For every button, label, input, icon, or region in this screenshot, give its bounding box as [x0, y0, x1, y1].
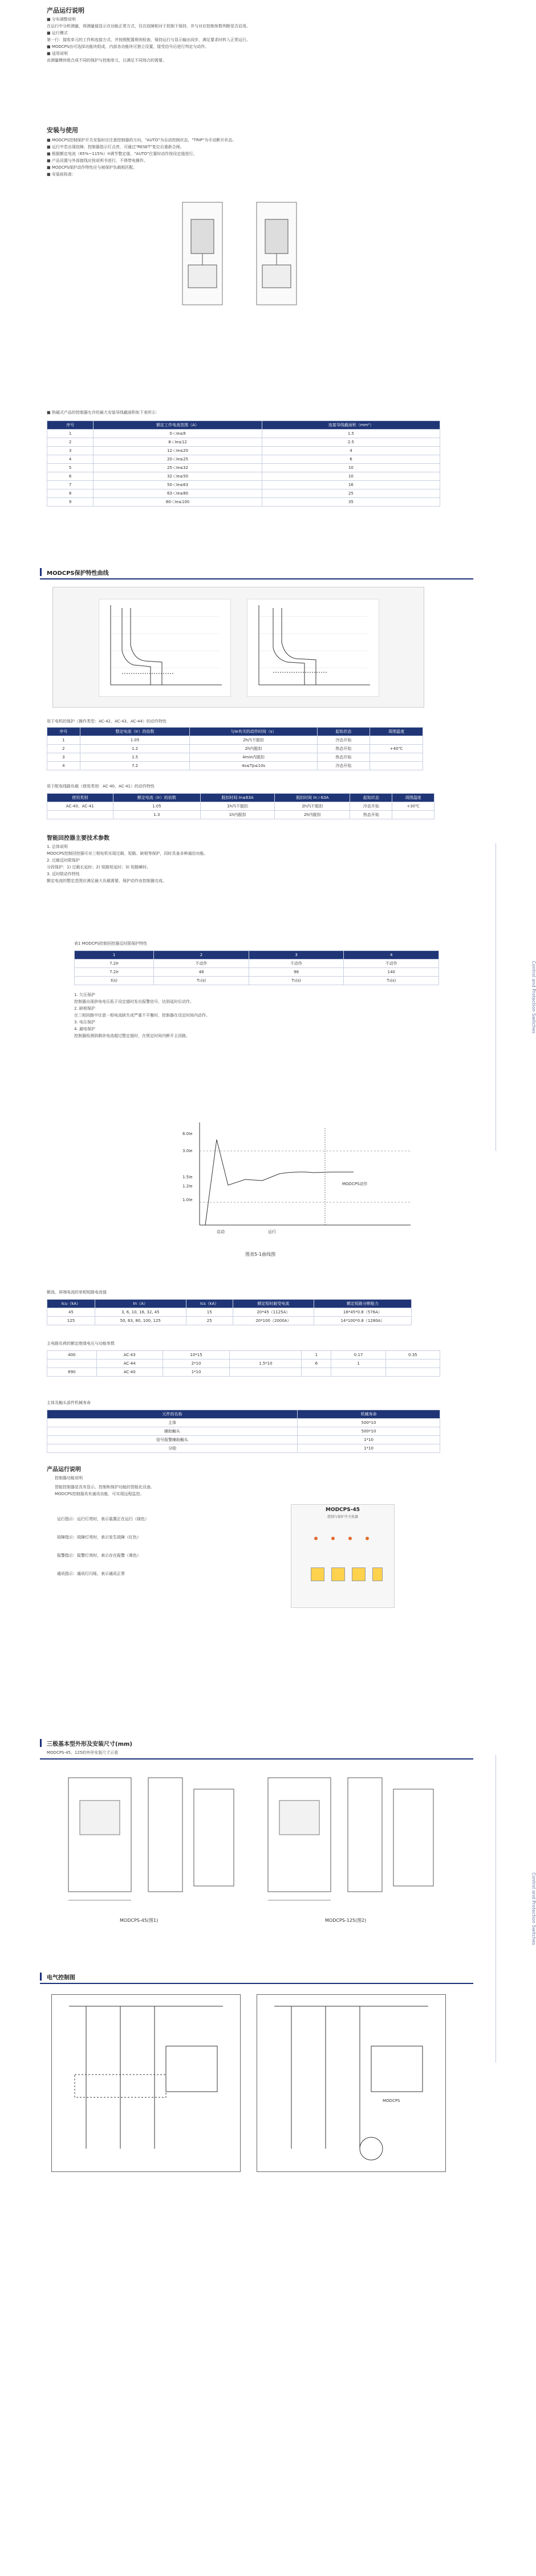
note-line: 4. 漏电保护	[74, 1027, 95, 1031]
table-cell: 2h内脱扣	[190, 745, 317, 753]
section1-title: 产品运行说明	[47, 7, 84, 14]
protection-curve-left	[99, 599, 231, 697]
device-title: MODCPS-45	[325, 1507, 360, 1513]
table-cell: 5	[47, 464, 94, 472]
indicator-annotation: 报警指示：报警灯亮时，表示存在报警（黄色）	[57, 1553, 141, 1558]
table-cell	[302, 1368, 331, 1377]
table-cell: 1.05	[113, 802, 200, 811]
section6-title: 产品运行说明	[47, 1467, 81, 1473]
table-cell: T₂(s)	[249, 977, 344, 985]
install-diagram-b	[245, 197, 308, 311]
table-row	[47, 1351, 440, 1360]
table-cell: 不动作	[154, 960, 249, 968]
table-cell: AC-44	[96, 1360, 163, 1368]
table-cell: 3, 6, 10, 16, 32, 45	[95, 1308, 186, 1317]
body-line: ■ 适用说明	[47, 51, 68, 56]
section7-title: 三极基本型外形及安装尺寸(mm)	[47, 1741, 132, 1748]
dimension-drawing-1	[57, 1766, 245, 1909]
table-cell: AC-40、AC-41	[47, 802, 113, 811]
protection-curve-right	[247, 599, 379, 697]
section-divider	[40, 1983, 473, 1984]
section-divider	[40, 1758, 473, 1759]
motor-protection-table	[47, 727, 423, 770]
short-circuit-table	[47, 1299, 412, 1325]
table-cell	[331, 1368, 385, 1377]
table-cell: 4	[47, 455, 94, 464]
table-cell: 80＜Ie≤100	[94, 498, 262, 507]
table-cell: 4	[47, 762, 80, 770]
dim-caption-2: MODCPS-125(图2)	[325, 1918, 367, 1923]
table-row	[47, 762, 423, 770]
table-cell: 热态开始	[317, 753, 370, 762]
curve-label: 1.0Ie	[182, 1198, 193, 1202]
body-line: ■ MODCPS保护动作特性应与被保护负载相匹配。	[47, 165, 137, 170]
table-header: 周围温度	[370, 728, 423, 736]
table-cell	[47, 811, 113, 819]
body-line: ■ 根据额定电流（65%~115%）Ir调节整定值，"AUTO"位置时动作按设定值进行。	[47, 152, 197, 156]
curve-label: 1.5Ie	[182, 1175, 193, 1179]
table-cell: 8	[47, 489, 94, 498]
table-cell: 1.2	[80, 745, 190, 753]
section4-body	[47, 843, 440, 884]
table-cell: 2	[47, 438, 94, 447]
table-cell: 15	[186, 1308, 233, 1317]
table-cell: 25	[186, 1317, 233, 1325]
table-cell	[370, 753, 423, 762]
table-cell	[47, 1360, 97, 1368]
table-row	[47, 430, 440, 438]
table-header: 额定短时耐受电流	[233, 1300, 314, 1308]
table-header: 元件的名称	[47, 1410, 298, 1419]
section5-t2-title: 主电路负荷的额定绝缘电压与功能参数	[47, 1341, 115, 1346]
table-cell	[370, 736, 423, 745]
table-cell: 分励	[47, 1444, 298, 1453]
table-row	[75, 960, 439, 968]
table-cell: 3	[47, 447, 94, 455]
table-cell: 125	[47, 1317, 95, 1325]
table-cell: 1.5*10	[230, 1360, 302, 1368]
table-row	[47, 1436, 440, 1444]
table-cell: 50, 63, 80, 100, 125	[95, 1317, 186, 1325]
table-header: In（A）	[95, 1300, 186, 1308]
side-tab-2	[496, 1755, 536, 2063]
table-row	[47, 1427, 440, 1436]
table-header: 整定电流（Ir）的倍数	[80, 728, 190, 736]
device-button[interactable]	[352, 1567, 366, 1581]
section-divider	[40, 578, 473, 579]
wire-size-table	[47, 421, 440, 507]
body-line: 第一行：接收单元的工作和连接方式，并按照配置规则检查，保持运行与显示输出同步，满足要求时转入正常运行。	[47, 38, 250, 42]
note-line: 2. 缺相保护	[74, 1006, 95, 1011]
table-cell: 2.5	[262, 438, 440, 447]
mech-life-table	[47, 1410, 440, 1453]
table-row	[47, 489, 440, 498]
body-line: ■ MODCPS控制保护开关安装时应注意控制器的方向，"AUTO"为自动控制状态，"TRIP"为手动断开状态。	[47, 138, 237, 142]
indicator-annotation: 运行指示：运行灯亮时，表示装置正在运行（绿色）	[57, 1517, 149, 1521]
table-cell: 9	[47, 498, 94, 507]
section1-body	[47, 16, 440, 64]
table-header: 周围温度	[392, 794, 435, 802]
indicator-led	[366, 1537, 369, 1540]
table-cell: 500*10	[298, 1419, 440, 1427]
table-a-title: 用于电机的保护（操作类型：AC-42、AC-43、AC-44）的动作特性	[47, 719, 167, 724]
table-cell	[385, 1360, 440, 1368]
table-cell: 冷态开始	[350, 802, 392, 811]
body-line: ■ 运行中若出现故障，控制器指示灯点亮，可通过"RESET"复位后重新合闸。	[47, 145, 184, 149]
section3-title: MODCPS保护特性曲线	[47, 570, 109, 577]
body-line: ■ MODCPS由可选择功能块组成，内部各功能块可独立设置，接受信号后进行判定与动作。	[47, 44, 209, 49]
table-row	[47, 498, 440, 507]
table-cell: 96	[249, 968, 344, 977]
function-param-table	[47, 1350, 440, 1377]
dimension-drawing-1-svg	[57, 1766, 245, 1909]
table-cell: 0.35	[385, 1351, 440, 1360]
section2-body	[47, 137, 440, 178]
table-cell: 20*100（2000A）	[233, 1317, 314, 1325]
table-row	[47, 1360, 440, 1368]
table-cell: 2*10	[163, 1360, 229, 1368]
table-header: 使用类别	[47, 794, 113, 802]
table-cell: 20*45（1125A）	[233, 1308, 314, 1317]
curve-label: 3.0Ie	[182, 1149, 193, 1153]
table-header: 4	[344, 951, 439, 960]
indicator-led	[348, 1537, 352, 1540]
table-cell: 冷态开始	[317, 736, 370, 745]
table-cell: 25＜Ie≤32	[94, 464, 262, 472]
note-line: 在三相回路中任意一相电流缺失或严重不平衡时，控制器在设定时间内动作。	[74, 1013, 210, 1018]
section6-sub: 控制器功能说明	[55, 1476, 83, 1480]
table-cell: 热态开始	[350, 811, 392, 819]
device-button[interactable]	[372, 1567, 383, 1581]
device-button[interactable]	[331, 1567, 345, 1581]
body-line: 1. 总体说明	[47, 844, 68, 849]
inverse-time-table-body	[75, 960, 439, 985]
table-row	[47, 464, 440, 472]
table-cell: 12＜Ie≤20	[94, 447, 262, 455]
table-header: 额定电流（Ir）的倍数	[113, 794, 200, 802]
table-cell: 25	[262, 489, 440, 498]
table-cell: 1.5	[80, 753, 190, 762]
section2-title: 安装与使用	[47, 126, 78, 134]
table-cell: 48	[154, 968, 249, 977]
current-curve	[182, 1117, 422, 1248]
table-cell: 0＜Ie≤8	[94, 430, 262, 438]
curve-caption: 图表5-1曲线图	[245, 1252, 276, 1257]
side-tab-label: Control and Protection Switches	[531, 961, 536, 1034]
section4-title: 智能回控器主要技术参数	[47, 835, 109, 842]
table-cell: 2h内不脱扣	[275, 802, 350, 811]
note-line: 控制器出现供电电压低于设定值时发出报警信号，达到延时后动作。	[74, 999, 194, 1004]
table-cell: 0.17	[331, 1351, 385, 1360]
section7-sub: MODCPS-45、125的外形安装尺寸示意	[47, 1750, 119, 1755]
curve-label: MODCPS动作	[342, 1182, 368, 1186]
table-cell: 400	[47, 1351, 97, 1360]
section-accent-bar	[40, 1739, 42, 1747]
table-cell: 不动作	[249, 960, 344, 968]
table-cell	[370, 762, 423, 770]
curve-label: 6.0Ie	[182, 1132, 193, 1136]
table-cell: 10	[262, 464, 440, 472]
table-cell: 辅助触头	[47, 1427, 298, 1436]
distribution-table-body	[47, 802, 435, 819]
device-subtitle: 控制与保护开关电器	[327, 1515, 358, 1519]
table-cell: 1h内脱扣	[200, 811, 274, 819]
table-cell: 4	[262, 447, 440, 455]
table-cell: 20＜Ie≤25	[94, 455, 262, 464]
table-cell: 8＜Ie≤12	[94, 438, 262, 447]
section5-t1-title: 额流、屏端电流的单相短路电流值	[47, 1290, 107, 1295]
table-header: 1	[75, 951, 154, 960]
table-cell: 3	[47, 753, 80, 762]
body-line: 额定电流的整定范围应满足最大负载需要，保护动作由控制器完成。	[47, 879, 167, 883]
table-row	[47, 1419, 440, 1427]
table-row	[47, 455, 440, 464]
table-cell: 140	[344, 968, 439, 977]
table-cell: 热态开始	[317, 745, 370, 753]
indicator-annotations	[57, 1516, 165, 1577]
inverse-table-title: 表1 MODCPS控制回控器反时限保护特性	[74, 941, 148, 946]
table-cell: 1	[302, 1351, 331, 1360]
body-line: 智能控制器是具有显示、控制和保护功能的智能化设备。	[55, 1485, 155, 1489]
table-cell	[392, 811, 435, 819]
table-cell: 500*10	[298, 1427, 440, 1436]
indicator-led	[314, 1537, 318, 1540]
table-header: 3	[249, 951, 344, 960]
table-cell: 63＜Ie≤80	[94, 489, 262, 498]
table-cell	[230, 1368, 302, 1377]
table-cell: 1.3	[113, 811, 200, 819]
curve-label: 运行	[268, 1230, 276, 1234]
table-cell: 1*10	[298, 1436, 440, 1444]
wiring-diagram-1	[51, 1994, 241, 2172]
table-cell: 10	[262, 472, 440, 481]
table-header: 连接导线截面积（mm²）	[262, 421, 440, 430]
table-row	[75, 977, 439, 985]
table-cell: 6	[262, 455, 440, 464]
table-header: 起始状态	[350, 794, 392, 802]
dimension-drawing-2	[257, 1766, 445, 1909]
table-row	[47, 438, 440, 447]
table-row	[75, 968, 439, 977]
table-row	[47, 447, 440, 455]
body-line: MODCPS控制回控器可对三相电机实现过载、短路、缺相等保护，同时具备多种通信功能。	[47, 851, 208, 856]
table-cell: 不动作	[344, 960, 439, 968]
table-cell: AC-40	[96, 1368, 163, 1377]
wiring-diagram-1-svg	[52, 1995, 240, 2171]
table-row	[47, 745, 423, 753]
table-cell: 1.05	[80, 736, 190, 745]
table-cell: 1*10	[298, 1444, 440, 1453]
body-line: ■ 运行模式	[47, 31, 68, 35]
section-accent-bar	[40, 568, 42, 576]
body-line: 2. 过载反时限保护	[47, 858, 80, 863]
install-diagram-a	[171, 197, 234, 311]
side-tab-label: Control and Protection Switches	[531, 1872, 536, 1945]
table-cell: 冷态开始	[317, 762, 370, 770]
device-button[interactable]	[311, 1567, 324, 1581]
curve-label: 1.2Ie	[182, 1184, 193, 1189]
table-cell	[230, 1351, 302, 1360]
table-cell: +30℃	[392, 802, 435, 811]
curve-left-svg	[99, 599, 230, 696]
table-row	[47, 811, 435, 819]
dim-caption-1: MODCPS-45(图1)	[120, 1918, 159, 1923]
table-cell: 信号报警辅助触头	[47, 1436, 298, 1444]
table-header: 序号	[47, 728, 80, 736]
table-header: 起始状态	[317, 728, 370, 736]
table-row	[47, 753, 423, 762]
table-cell: +40℃	[370, 745, 423, 753]
body-line: 分段保护：1) 过载长延时；2) 短路短延时；3) 短路瞬时。	[47, 865, 151, 869]
table1-note: ■ 热磁式产品的控制器允许的最大安装导线截面积如下表所示：	[47, 410, 160, 415]
table-header: 2	[154, 951, 249, 960]
indicator-led	[331, 1537, 335, 1540]
table-cell: 4min内脱扣	[190, 753, 317, 762]
table-cell: 4s≤Tp≤10s	[190, 762, 317, 770]
wiring-diagram-2	[257, 1994, 446, 2172]
wiring-diagram-2-svg	[257, 1995, 445, 2171]
indicator-annotation: 故障指示：故障灯亮时，表示发生故障（红色）	[57, 1535, 141, 1540]
table-header: 脱扣时间 In≤63A	[200, 794, 274, 802]
body-line: 由测量模块组合成不同的保护与控制单元，以满足不同场合的需要。	[47, 58, 167, 63]
short-circuit-table-body	[47, 1308, 412, 1325]
install-diagram-b-svg	[245, 197, 308, 311]
diagram-label: MODCPS	[383, 2099, 400, 2103]
body-line: 3. 反时限动作特性	[47, 872, 80, 876]
side-tab-1	[496, 843, 536, 1151]
table-cell: 1	[331, 1360, 385, 1368]
table-cell: 1*10	[163, 1368, 229, 1377]
table-header: Icu（kA）	[47, 1300, 95, 1308]
table-row	[47, 1308, 412, 1317]
table-cell: 7.2Ir	[75, 968, 154, 977]
body-line: ■ 安装前检查：	[47, 172, 76, 177]
table-cell: 10*15	[163, 1351, 229, 1360]
device-panel	[291, 1504, 395, 1608]
table-row	[47, 1317, 412, 1325]
table-cell: 7.2Ir	[75, 960, 154, 968]
protection-curve-box	[52, 587, 424, 708]
table-row	[47, 1444, 440, 1453]
table-header: 机械寿命	[298, 1410, 440, 1419]
table-cell: t(s)	[75, 977, 154, 985]
inverse-time-table	[74, 950, 439, 985]
distribution-table	[47, 793, 435, 819]
table-cell: 35	[262, 498, 440, 507]
table-cell: AC-43	[96, 1351, 163, 1360]
section6-body	[55, 1484, 397, 1497]
table-header: 脱扣时间 In＞63A	[275, 794, 350, 802]
table-cell: 2h内不脱扣	[190, 736, 317, 745]
table-cell: 45	[47, 1308, 95, 1317]
table-cell: 690	[47, 1368, 97, 1377]
table-row	[47, 802, 435, 811]
table-cell: 16*45*0.8（576A）	[314, 1308, 411, 1317]
curve-right-svg	[247, 599, 379, 696]
table-row	[47, 736, 423, 745]
table-header: Ics（kA）	[186, 1300, 233, 1308]
mech-life-table-body	[47, 1419, 440, 1453]
table-cell: 32＜Ie≤50	[94, 472, 262, 481]
note-line: 1. 欠压保护	[74, 993, 95, 997]
dimension-drawing-2-svg	[257, 1766, 445, 1909]
section4-notes	[74, 991, 439, 1039]
note-line: 控制器检测到剩余电流超过整定值时，在规定时间内断开主回路。	[74, 1034, 190, 1038]
motor-protection-table-body	[47, 736, 423, 770]
table-header: 与Ie有关的动作时间（s）	[190, 728, 317, 736]
body-line: ■ 分布调整说明	[47, 17, 76, 22]
section5-t3-title: 主体及触头部件机械寿命	[47, 1401, 91, 1405]
table-cell: 1	[47, 430, 94, 438]
table-cell: T₃(s)	[344, 977, 439, 985]
table-cell: 16	[262, 481, 440, 489]
body-line: 在运行中分析测量，将测量值显示在功能正常方式，仅在故障相对于控制下保持，并与对应控制参数判断是否启用。	[47, 24, 250, 28]
table-row	[47, 1368, 440, 1377]
function-param-table-body	[47, 1351, 440, 1377]
table-cell: 7.2	[80, 762, 190, 770]
body-line: MODCPS控制器具有通讯功能，可实现远程监控。	[55, 1492, 144, 1496]
curve-label: 启动	[217, 1230, 225, 1234]
wire-size-table-body	[47, 430, 440, 507]
table-cell: 主体	[47, 1419, 298, 1427]
table-cell: 14*100*0.8（1280A）	[314, 1317, 411, 1325]
note-line: 3. 电压保护	[74, 1020, 95, 1024]
table-cell: 1	[47, 736, 80, 745]
table-header: 序号	[47, 421, 94, 430]
section-accent-bar	[40, 1973, 42, 1981]
indicator-annotation: 通讯指示：通讯灯闪烁，表示通讯正常	[57, 1571, 125, 1576]
table-header: 额定短路分断能力	[314, 1300, 411, 1308]
section8-title: 电气控制图	[47, 1975, 75, 1981]
table-b-title: 用于配电线路负载（使用类别：AC-40、AC-41）的动作特性	[47, 784, 155, 789]
table-row	[47, 481, 440, 489]
table-cell: 1.5	[262, 430, 440, 438]
table-cell: 2	[47, 745, 80, 753]
table-cell	[385, 1368, 440, 1377]
table-cell: 2h内脱扣	[275, 811, 350, 819]
table-row	[47, 472, 440, 481]
table-header: 额定工作电流范围（A）	[94, 421, 262, 430]
table-cell: 50＜Ie≤63	[94, 481, 262, 489]
table-cell: 6	[47, 472, 94, 481]
table-cell: 7	[47, 481, 94, 489]
table-cell: 1h内不脱扣	[200, 802, 274, 811]
install-diagram-a-svg	[171, 197, 234, 311]
table-cell: 6	[302, 1360, 331, 1368]
body-line: ■ 产品设置与外部接线应按说明书进行，不得带电操作。	[47, 158, 148, 163]
table-cell: T₁(s)	[154, 977, 249, 985]
